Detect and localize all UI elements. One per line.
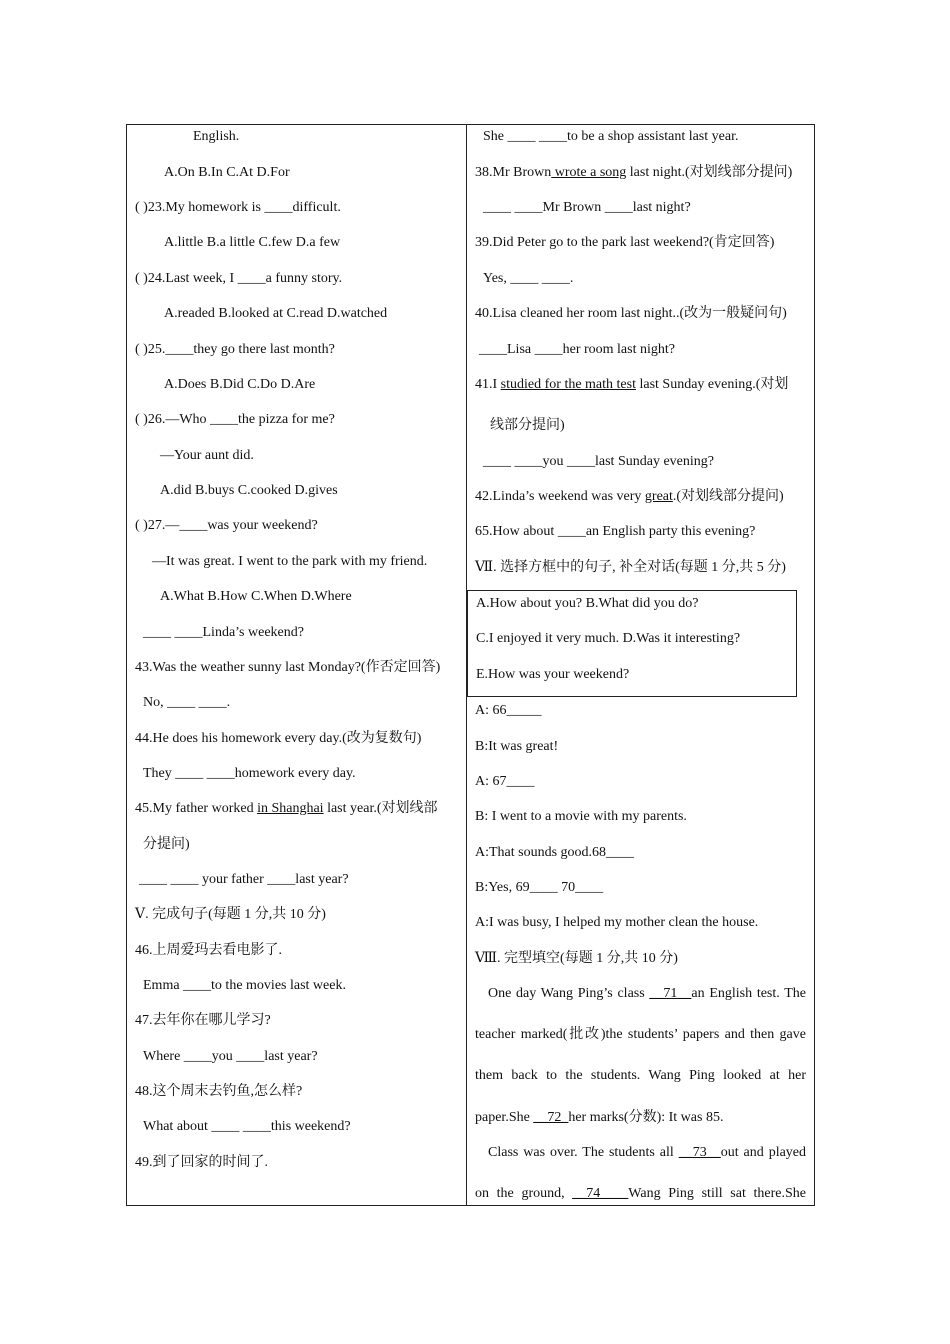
question-43: 43.Was the weather sunny last Monday?(作否定回答)	[135, 660, 441, 675]
question-41	[475, 376, 788, 394]
fill-line: ____ ____you ____last Sunday evening?	[483, 454, 714, 469]
passage-line: teacher marked(批改)the students’ papers and then gave	[475, 1027, 806, 1042]
text: 42.Linda’s weekend was very	[475, 489, 645, 504]
passage-line	[475, 1185, 806, 1203]
fill-line: Emma ____to the movies last week.	[143, 978, 346, 993]
text: 45.My father worked	[135, 801, 258, 816]
fill-line: What about ____ ____this weekend?	[143, 1119, 351, 1134]
question-25: ( )25.____they go there last month?	[135, 342, 335, 357]
text: on the ground,	[475, 1186, 573, 1201]
question-40: 40.Lisa cleaned her room last night..(改为一般疑问句)	[475, 306, 787, 321]
dialogue-line: A: 67____	[475, 774, 535, 789]
dialogue-line: A:That sounds good.68____	[475, 845, 635, 860]
text: .(对划线部分提问)	[672, 489, 784, 504]
question-65: 65.How about ____an English party this evening?	[475, 524, 756, 539]
text: Wang Ping still sat there.She	[628, 1186, 806, 1201]
question-48: 48.这个周末去钓鱼,怎么样?	[135, 1084, 303, 1099]
text: One day Wang Ping’s class	[488, 986, 650, 1001]
question-46: 46.上周爱玛去看电影了.	[135, 943, 282, 958]
options: A.did B.buys C.cooked D.gives	[160, 483, 338, 498]
section-heading-7: Ⅶ. 选择方框中的句子, 补全对话(每题 1 分,共 5 分)	[475, 560, 786, 575]
question-24: ( )24.Last week, I ____a funny story.	[135, 271, 343, 286]
question-26: ( )26.—Who ____the pizza for me?	[135, 412, 335, 427]
line: 分提问)	[143, 837, 190, 852]
fill-line: She ____ ____to be a shop assistant last year.	[483, 129, 739, 144]
underlined-text: studied for the math test	[500, 377, 636, 392]
fill-line: ____ ____ your father ____last year?	[139, 872, 349, 887]
dialogue-line: B:Yes, 69____ 70____	[475, 880, 604, 895]
options: A.readed B.looked at C.read D.watched	[164, 306, 388, 321]
question-45	[135, 800, 438, 818]
fill-line: ____ ____Mr Brown ____last night?	[483, 200, 691, 215]
blank-71: __71__	[649, 986, 692, 1001]
question-27: ( )27.—____was your weekend?	[135, 518, 318, 533]
fill-line: They ____ ____homework every day.	[143, 766, 356, 781]
question-38	[475, 164, 792, 182]
question-42	[475, 488, 784, 506]
options: A.little B.a little C.few D.a few	[164, 235, 341, 250]
blank-73: __73__	[678, 1145, 721, 1160]
text: 38.Mr Brown	[475, 165, 552, 180]
text: out and played	[720, 1145, 807, 1160]
fill-line: Yes, ____ ____.	[483, 271, 574, 286]
question-39: 39.Did Peter go to the park last weekend?(肯定回答)	[475, 235, 775, 250]
text: last year.(对划线部	[323, 801, 438, 816]
text: her marks(分数): It was 85.	[568, 1110, 724, 1125]
underlined-text: wrote a song	[551, 165, 627, 180]
fill-line: ____ ____Linda’s weekend?	[143, 625, 304, 640]
fill-line: Where ____you ____last year?	[143, 1049, 318, 1064]
line: English.	[193, 129, 240, 144]
answer-line: —Your aunt did.	[160, 448, 254, 463]
options: A.What B.How C.When D.Where	[160, 589, 352, 604]
blank-74: __74____	[572, 1186, 629, 1201]
passage-line	[488, 985, 806, 1003]
question-49: 49.到了回家的时间了.	[135, 1155, 268, 1170]
box-option-line: E.How was your weekend?	[476, 667, 630, 682]
text: Class was over. The students all	[488, 1145, 679, 1160]
question-23: ( )23.My homework is ____difficult.	[135, 200, 341, 215]
passage-line: them back to the students. Wang Ping looked at her	[475, 1068, 806, 1083]
underlined-text: great	[644, 489, 673, 504]
box-option-line: C.I enjoyed it very much. D.Was it interesting?	[476, 631, 741, 646]
text: an English test. The	[691, 986, 806, 1001]
text: paper.She	[475, 1110, 534, 1125]
passage-line	[475, 1109, 723, 1127]
dialogue-line: A:I was busy, I helped my mother clean the house.	[475, 915, 759, 930]
dialogue-line: A: 66_____	[475, 703, 542, 718]
question-47: 47.去年你在哪儿学习?	[135, 1013, 271, 1028]
section-heading-8: Ⅷ. 完型填空(每题 1 分,共 10 分)	[475, 951, 678, 966]
box-option-line: A.How about you? B.What did you do?	[476, 596, 699, 611]
passage-line	[488, 1144, 806, 1162]
line: 线部分提问)	[490, 418, 565, 433]
options: A.Does B.Did C.Do D.Are	[164, 377, 316, 392]
text: last night.(对划线部分提问)	[626, 165, 793, 180]
dialogue-line: B: I went to a movie with my parents.	[475, 809, 687, 824]
fill-line: No, ____ ____.	[143, 695, 231, 710]
blank-72: __72_	[533, 1110, 569, 1125]
text: 41.I	[475, 377, 501, 392]
section-heading-5: Ⅴ. 完成句子(每题 1 分,共 10 分)	[135, 907, 326, 922]
underlined-text: in Shanghai	[257, 801, 324, 816]
dialogue-line: B:It was great!	[475, 739, 559, 754]
text: last Sunday evening.(对划	[635, 377, 789, 392]
question-44: 44.He does his homework every day.(改为复数句)	[135, 731, 422, 746]
options: A.On B.In C.At D.For	[164, 165, 290, 180]
fill-line: ____Lisa ____her room last night?	[479, 342, 675, 357]
answer-line: —It was great. I went to the park with my friend.	[152, 554, 428, 569]
